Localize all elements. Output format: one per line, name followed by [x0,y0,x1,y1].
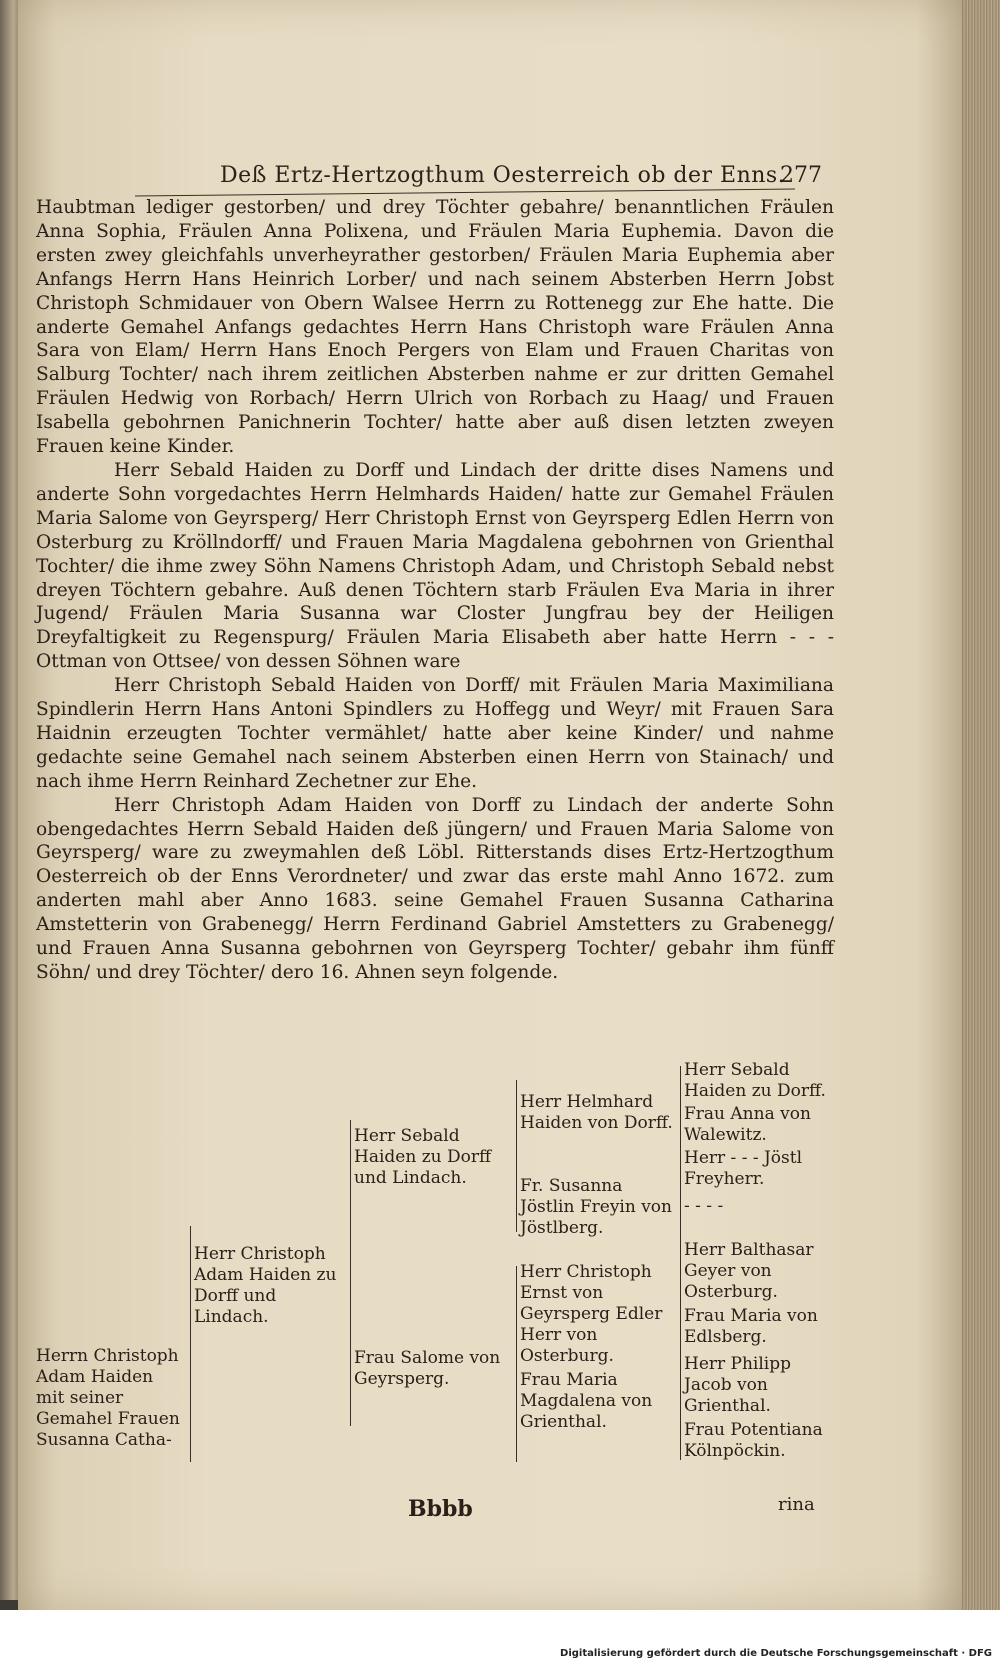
tree-gen1-node: Herr Christoph Adam Haiden zu Dorff und Lindach. [194,1244,337,1327]
footer-bar [0,1610,1000,1674]
tree-bracket [680,1066,681,1460]
tree-gen3-node: Frau Maria Magdalena von Grienthal. [520,1370,653,1432]
tree-gen4-node: Frau Maria von Edlsberg. [684,1306,818,1347]
tree-gen4-node: Herr - - - Jöstl Freyherr. [684,1148,803,1189]
signature-mark: Bbbb [408,1496,473,1522]
tree-gen4-node: Herr Philipp Jacob von Grienthal. [684,1354,792,1416]
tree-gen3-node: Fr. Susanna Jöstlin Freyin von Jöstlberg. [520,1176,672,1238]
paragraph: Herr Christoph Sebald Haiden von Dorff/ mit Fräulen Maria Maximiliana Spindlerin Herrn Hans Antoni Spindlers zu Hoffegg und Weyr/ mit Frauen Sara Haidnin erzeugten Tochter vermählet/ hatte aber keine Kinder/ und nahme gedachte seine Gemahel nach seinem Absterben einen Herrn von Stainach/ und nach ihme Herrn Reinhard Zechetner zur Ehe. [36,675,834,792]
tree-bracket [350,1120,351,1426]
tree-bracket [516,1080,517,1232]
tree-gen2-node: Herr Sebald Haiden zu Dorff und Lindach. [354,1126,492,1188]
running-title: Deß Ertz-Hertzogthum Oesterreich ob der Enns. [220,163,786,188]
paragraph: Haubtman lediger gestorben/ und drey Töchter gebahre/ benanntlichen Fräulen Anna Sophia, Fräulen Anna Polixena, und Fräulen Maria Euphemia. Davon die ersten zwey gleichfahls unverheyrather gestorben/ Fräulen Maria Euphemia aber Anfangs Herrn Hans Heinrich Lorber/ und nach seinem Absterben Herrn Jobst Christoph Schmidauer von Obern Walsee Herrn zu Rottenegg zur Ehe hatte. Die anderte Gemahel Anfangs gedachtes Herrn Hans Christoph ware Fräulen Anna Sara von Elam/ Herrn Hans Enoch Pergers von Elam und Frauen Charitas von Salburg Tochter/ nach ihrem zeitlichen Absterben nahme er zur dritten Gemahel Fräulen Hedwig von Rorbach/ Herrn Ulrich von Rorbach zu Haag/ und Frauen Isabella gebohrnen Panichnerin Tochter/ hatte aber auß disen letzten zweyen Frauen keine Kinder. [36,197,834,458]
tree-gen4-node: Frau Potentiana Kölnpöckin. [684,1420,823,1461]
catchword: rina [778,1494,815,1515]
tree-bracket [190,1226,191,1462]
tree-gen3-node: Herr Helmhard Haiden von Dorff. [520,1092,673,1133]
tree-gen2-node: Frau Salome von Geyrsperg. [354,1348,501,1389]
page-number: 277 [780,163,822,188]
tree-gen3-node: Herr Christoph Ernst von Geyrsperg Edler Herr von Osterburg. [520,1262,663,1366]
dfg-credit: Digitalisierung gefördert durch die Deutsche Forschungsgemeinschaft · DFG [560,1648,992,1659]
tree-gen4-node: Herr Sebald Haiden zu Dorff. [684,1060,826,1101]
tree-gen4-node: - - - - [684,1196,724,1216]
paragraph: Herr Christoph Adam Haiden von Dorff zu Lindach der anderte Sohn obengedachtes Herrn Sebald Haiden deß jüngern/ und Frauen Maria Salome von Geyrsperg/ ware zu zweymahlen deß Löbl. Ritterstands dises Ertz-Hertzogthum Oesterreich ob der Enns Verordneter/ und zwar das erste mahl Anno 1672. zum anderten mahl aber Anno 1683. seine Gemahel Frauen Susanna Catharina Amstetterin von Grabenegg/ Herrn Ferdinand Gabriel Amstetters zu Grabenegg/ und Frauen Anna Susanna gebohrnen von Geyrsperg Tochter/ gebahr ihm fünff Söhn/ und drey Töchter/ dero 16. Ahnen seyn folgende. [36,794,834,983]
paragraph: Herr Sebald Haiden zu Dorff und Lindach der dritte dises Namens und anderte Sohn vorgedachtes Herrn Helmhards Haiden/ hatte zur Gemahel Fräulen Maria Salome von Geyrsperg/ Herr Christoph Ernst von Geyrsperg Edlen Herrn von Osterburg zu Kröllndorff/ und Frauen Maria Magdalena gebohrnen von Grienthal Tochter/ die ihme zwey Söhn Namens Christoph Adam, und Christoph Sebald nebst dreyen Töchtern gebahre. Auß denen Töchtern starb Fräulen Eva Maria in ihrer Jugend/ Fräulen Maria Susanna war Closter Jungfrau bey der Heiligen Dreyfaltigkeit zu Regenspurg/ Fräulen Maria Elisabeth aber hatte Herrn - - - Ottman von Ottsee/ von dessen Söhnen ware [36,459,834,673]
tree-gen4-node: Herr Balthasar Geyer von Osterburg. [684,1240,814,1302]
tree-bracket [516,1266,517,1462]
tree-gen4-node: Frau Anna von Walewitz. [684,1104,811,1145]
tree-root: Herrn Christoph Adam Haiden mit seiner Gemahel Frauen Susanna Catha- [36,1346,180,1450]
